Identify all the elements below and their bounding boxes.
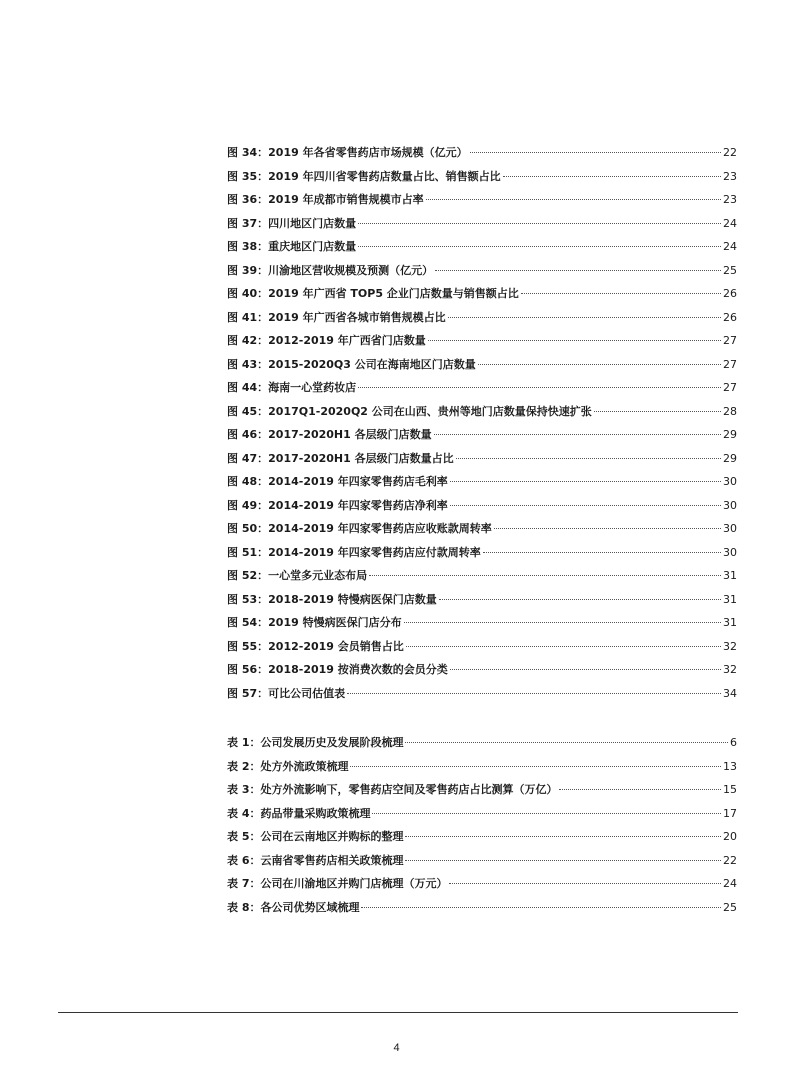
dot-leader bbox=[434, 434, 721, 435]
dot-leader bbox=[594, 411, 721, 412]
figure-entry-page-number: 31 bbox=[723, 592, 737, 606]
table-entry-page-number: 6 bbox=[730, 736, 737, 749]
figure-entry-label: 图 51：2014-2019 年四家零售药店应付款周转率 bbox=[227, 545, 481, 559]
figure-entry[interactable] bbox=[227, 309, 737, 333]
figure-entry-label: 图 34：2019 年各省零售药店市场规模（亿元） bbox=[227, 146, 468, 159]
table-entry[interactable] bbox=[227, 758, 737, 782]
dot-leader bbox=[450, 505, 721, 506]
table-entry-page-number: 20 bbox=[723, 830, 737, 843]
figure-entry-label: 图 52：一心堂多元业态布局 bbox=[227, 569, 368, 582]
figure-entry[interactable] bbox=[227, 191, 737, 215]
dot-leader bbox=[483, 552, 721, 553]
dot-leader bbox=[478, 364, 721, 365]
figure-entry[interactable] bbox=[227, 403, 737, 427]
table-entry-page-number: 22 bbox=[723, 853, 737, 867]
table-entry[interactable] bbox=[227, 734, 737, 758]
figure-entry-label: 图 46：2017-2020H1 各层级门店数量 bbox=[227, 428, 432, 441]
figure-entry-page-number: 31 bbox=[723, 569, 737, 582]
table-entry-label: 表 2：处方外流政策梳理 bbox=[227, 759, 349, 773]
table-entry-page-number: 25 bbox=[723, 900, 737, 914]
dot-leader bbox=[406, 646, 721, 647]
table-entry-label: 表 7：公司在川渝地区并购门店梳理（万元） bbox=[227, 877, 448, 890]
dot-leader bbox=[494, 528, 721, 529]
figure-entry[interactable] bbox=[227, 426, 737, 450]
dot-leader bbox=[449, 883, 721, 884]
dot-leader bbox=[405, 836, 721, 837]
figure-entry-label: 图 45：2017Q1-2020Q2 公司在山西、贵州等地门店数量保持快速扩张 bbox=[227, 404, 592, 418]
dot-leader bbox=[559, 789, 721, 790]
dot-leader bbox=[450, 669, 721, 670]
table-entry-page-number: 15 bbox=[723, 783, 737, 796]
figure-entry[interactable] bbox=[227, 168, 737, 192]
table-entry-label: 表 1：公司发展历史及发展阶段梳理 bbox=[227, 736, 404, 749]
dot-leader bbox=[369, 575, 721, 576]
figure-index-list bbox=[227, 144, 737, 708]
figure-entry-page-number: 29 bbox=[723, 451, 737, 465]
dot-leader bbox=[503, 176, 721, 177]
figure-entry-page-number: 27 bbox=[723, 357, 737, 371]
dot-leader bbox=[404, 622, 721, 623]
figure-entry-page-number: 24 bbox=[723, 216, 737, 230]
figure-entry-label: 图 47：2017-2020H1 各层级门店数量占比 bbox=[227, 451, 454, 465]
figure-entry-page-number: 23 bbox=[723, 193, 737, 206]
figure-entry-page-number: 30 bbox=[723, 475, 737, 488]
figure-entry[interactable] bbox=[227, 473, 737, 497]
figure-entry[interactable] bbox=[227, 544, 737, 568]
page-number: 4 bbox=[393, 1042, 400, 1054]
table-index-list bbox=[227, 734, 737, 922]
figure-entry[interactable] bbox=[227, 262, 737, 286]
figure-entry-label: 图 41：2019 年广西省各城市销售规模占比 bbox=[227, 310, 446, 324]
table-entry[interactable] bbox=[227, 805, 737, 829]
table-entry-label: 表 4：药品带量采购政策梳理 bbox=[227, 806, 371, 820]
figure-entry-page-number: 30 bbox=[723, 498, 737, 512]
figure-entry-page-number: 29 bbox=[723, 428, 737, 441]
figure-entry-page-number: 32 bbox=[723, 663, 737, 676]
dot-leader bbox=[521, 293, 721, 294]
dot-leader bbox=[405, 742, 728, 743]
figure-entry-page-number: 31 bbox=[723, 616, 737, 629]
dot-leader bbox=[439, 599, 721, 600]
figure-entry-page-number: 26 bbox=[723, 287, 737, 300]
dot-leader bbox=[361, 907, 721, 908]
figure-entry-page-number: 25 bbox=[723, 263, 737, 277]
figure-entry-label: 图 57：可比公司估值表 bbox=[227, 686, 346, 700]
dot-leader bbox=[450, 481, 721, 482]
figure-entry[interactable] bbox=[227, 520, 737, 544]
table-entry-page-number: 24 bbox=[723, 877, 737, 890]
figure-entry-page-number: 23 bbox=[723, 169, 737, 183]
dot-leader bbox=[347, 693, 721, 694]
figure-entry-label: 图 53：2018-2019 特慢病医保门店数量 bbox=[227, 592, 437, 606]
figure-entry[interactable] bbox=[227, 144, 737, 168]
table-entry-label: 表 5：公司在云南地区并购标的整理 bbox=[227, 830, 404, 843]
dot-leader bbox=[358, 223, 721, 224]
table-entry-page-number: 13 bbox=[723, 759, 737, 773]
figure-entry-label: 图 38：重庆地区门店数量 bbox=[227, 240, 357, 253]
dot-leader bbox=[435, 270, 721, 271]
figure-entry-page-number: 32 bbox=[723, 639, 737, 653]
dot-leader bbox=[350, 766, 721, 767]
table-entry[interactable] bbox=[227, 852, 737, 876]
figure-entry-label: 图 39：川渝地区营收规模及预测（亿元） bbox=[227, 263, 434, 277]
figure-entry[interactable] bbox=[227, 238, 737, 262]
dot-leader bbox=[448, 317, 721, 318]
table-entry[interactable] bbox=[227, 899, 737, 923]
figure-entry-label: 图 48：2014-2019 年四家零售药店毛利率 bbox=[227, 475, 448, 488]
figure-entry[interactable] bbox=[227, 379, 737, 403]
table-entry-page-number: 17 bbox=[723, 806, 737, 820]
figure-entry-label: 图 44：海南一心堂药妆店 bbox=[227, 381, 357, 394]
dot-leader bbox=[426, 199, 721, 200]
figure-entry-page-number: 34 bbox=[723, 686, 737, 700]
figure-entry[interactable] bbox=[227, 638, 737, 662]
figure-entry-label: 图 56：2018-2019 按消费次数的会员分类 bbox=[227, 663, 448, 676]
figure-entry-label: 图 37：四川地区门店数量 bbox=[227, 216, 357, 230]
figure-entry[interactable] bbox=[227, 332, 737, 356]
figure-entry[interactable] bbox=[227, 215, 737, 239]
figure-entry-label: 图 50：2014-2019 年四家零售药店应收账款周转率 bbox=[227, 522, 492, 535]
figure-entry[interactable] bbox=[227, 661, 737, 685]
figure-entry-page-number: 28 bbox=[723, 404, 737, 418]
figure-entry[interactable] bbox=[227, 591, 737, 615]
figure-entry-page-number: 30 bbox=[723, 545, 737, 559]
figure-entry-page-number: 24 bbox=[723, 240, 737, 253]
table-entry-label: 表 6：云南省零售药店相关政策梳理 bbox=[227, 853, 404, 867]
table-entry-label: 表 8：各公司优势区域梳理 bbox=[227, 900, 360, 914]
dot-leader bbox=[470, 152, 721, 153]
figure-entry[interactable] bbox=[227, 285, 737, 309]
figure-entry-label: 图 55：2012-2019 会员销售占比 bbox=[227, 639, 404, 653]
figure-entry[interactable] bbox=[227, 450, 737, 474]
figure-entry-page-number: 30 bbox=[723, 522, 737, 535]
figure-entry[interactable] bbox=[227, 685, 737, 709]
figure-entry-page-number: 27 bbox=[723, 381, 737, 394]
figure-entry-label: 图 40：2019 年广西省 TOP5 企业门店数量与销售额占比 bbox=[227, 287, 519, 300]
table-entry-label: 表 3：处方外流影响下，零售药店空间及零售药店占比测算（万亿） bbox=[227, 783, 558, 796]
dot-leader bbox=[358, 246, 721, 247]
dot-leader bbox=[405, 860, 721, 861]
figure-entry[interactable] bbox=[227, 356, 737, 380]
dot-leader bbox=[372, 813, 721, 814]
figure-entry[interactable] bbox=[227, 567, 737, 591]
figure-entry-label: 图 35：2019 年四川省零售药店数量占比、销售额占比 bbox=[227, 169, 501, 183]
figure-entry[interactable] bbox=[227, 614, 737, 638]
figure-entry-label: 图 36：2019 年成都市销售规模市占率 bbox=[227, 193, 424, 206]
figure-entry-label: 图 42：2012-2019 年广西省门店数量 bbox=[227, 334, 426, 347]
figure-entry-page-number: 26 bbox=[723, 310, 737, 324]
table-entry[interactable] bbox=[227, 875, 737, 899]
dot-leader bbox=[428, 340, 721, 341]
figure-entry-page-number: 22 bbox=[723, 146, 737, 159]
figure-entry-label: 图 54：2019 特慢病医保门店分布 bbox=[227, 616, 402, 629]
figure-entry-page-number: 27 bbox=[723, 334, 737, 347]
table-entry[interactable] bbox=[227, 828, 737, 852]
table-entry[interactable] bbox=[227, 781, 737, 805]
figure-entry-label: 图 43：2015-2020Q3 公司在海南地区门店数量 bbox=[227, 357, 476, 371]
dot-leader bbox=[358, 387, 721, 388]
figure-entry[interactable] bbox=[227, 497, 737, 521]
dot-leader bbox=[456, 458, 721, 459]
figure-entry-label: 图 49：2014-2019 年四家零售药店净利率 bbox=[227, 498, 448, 512]
footer-divider bbox=[58, 1012, 738, 1013]
